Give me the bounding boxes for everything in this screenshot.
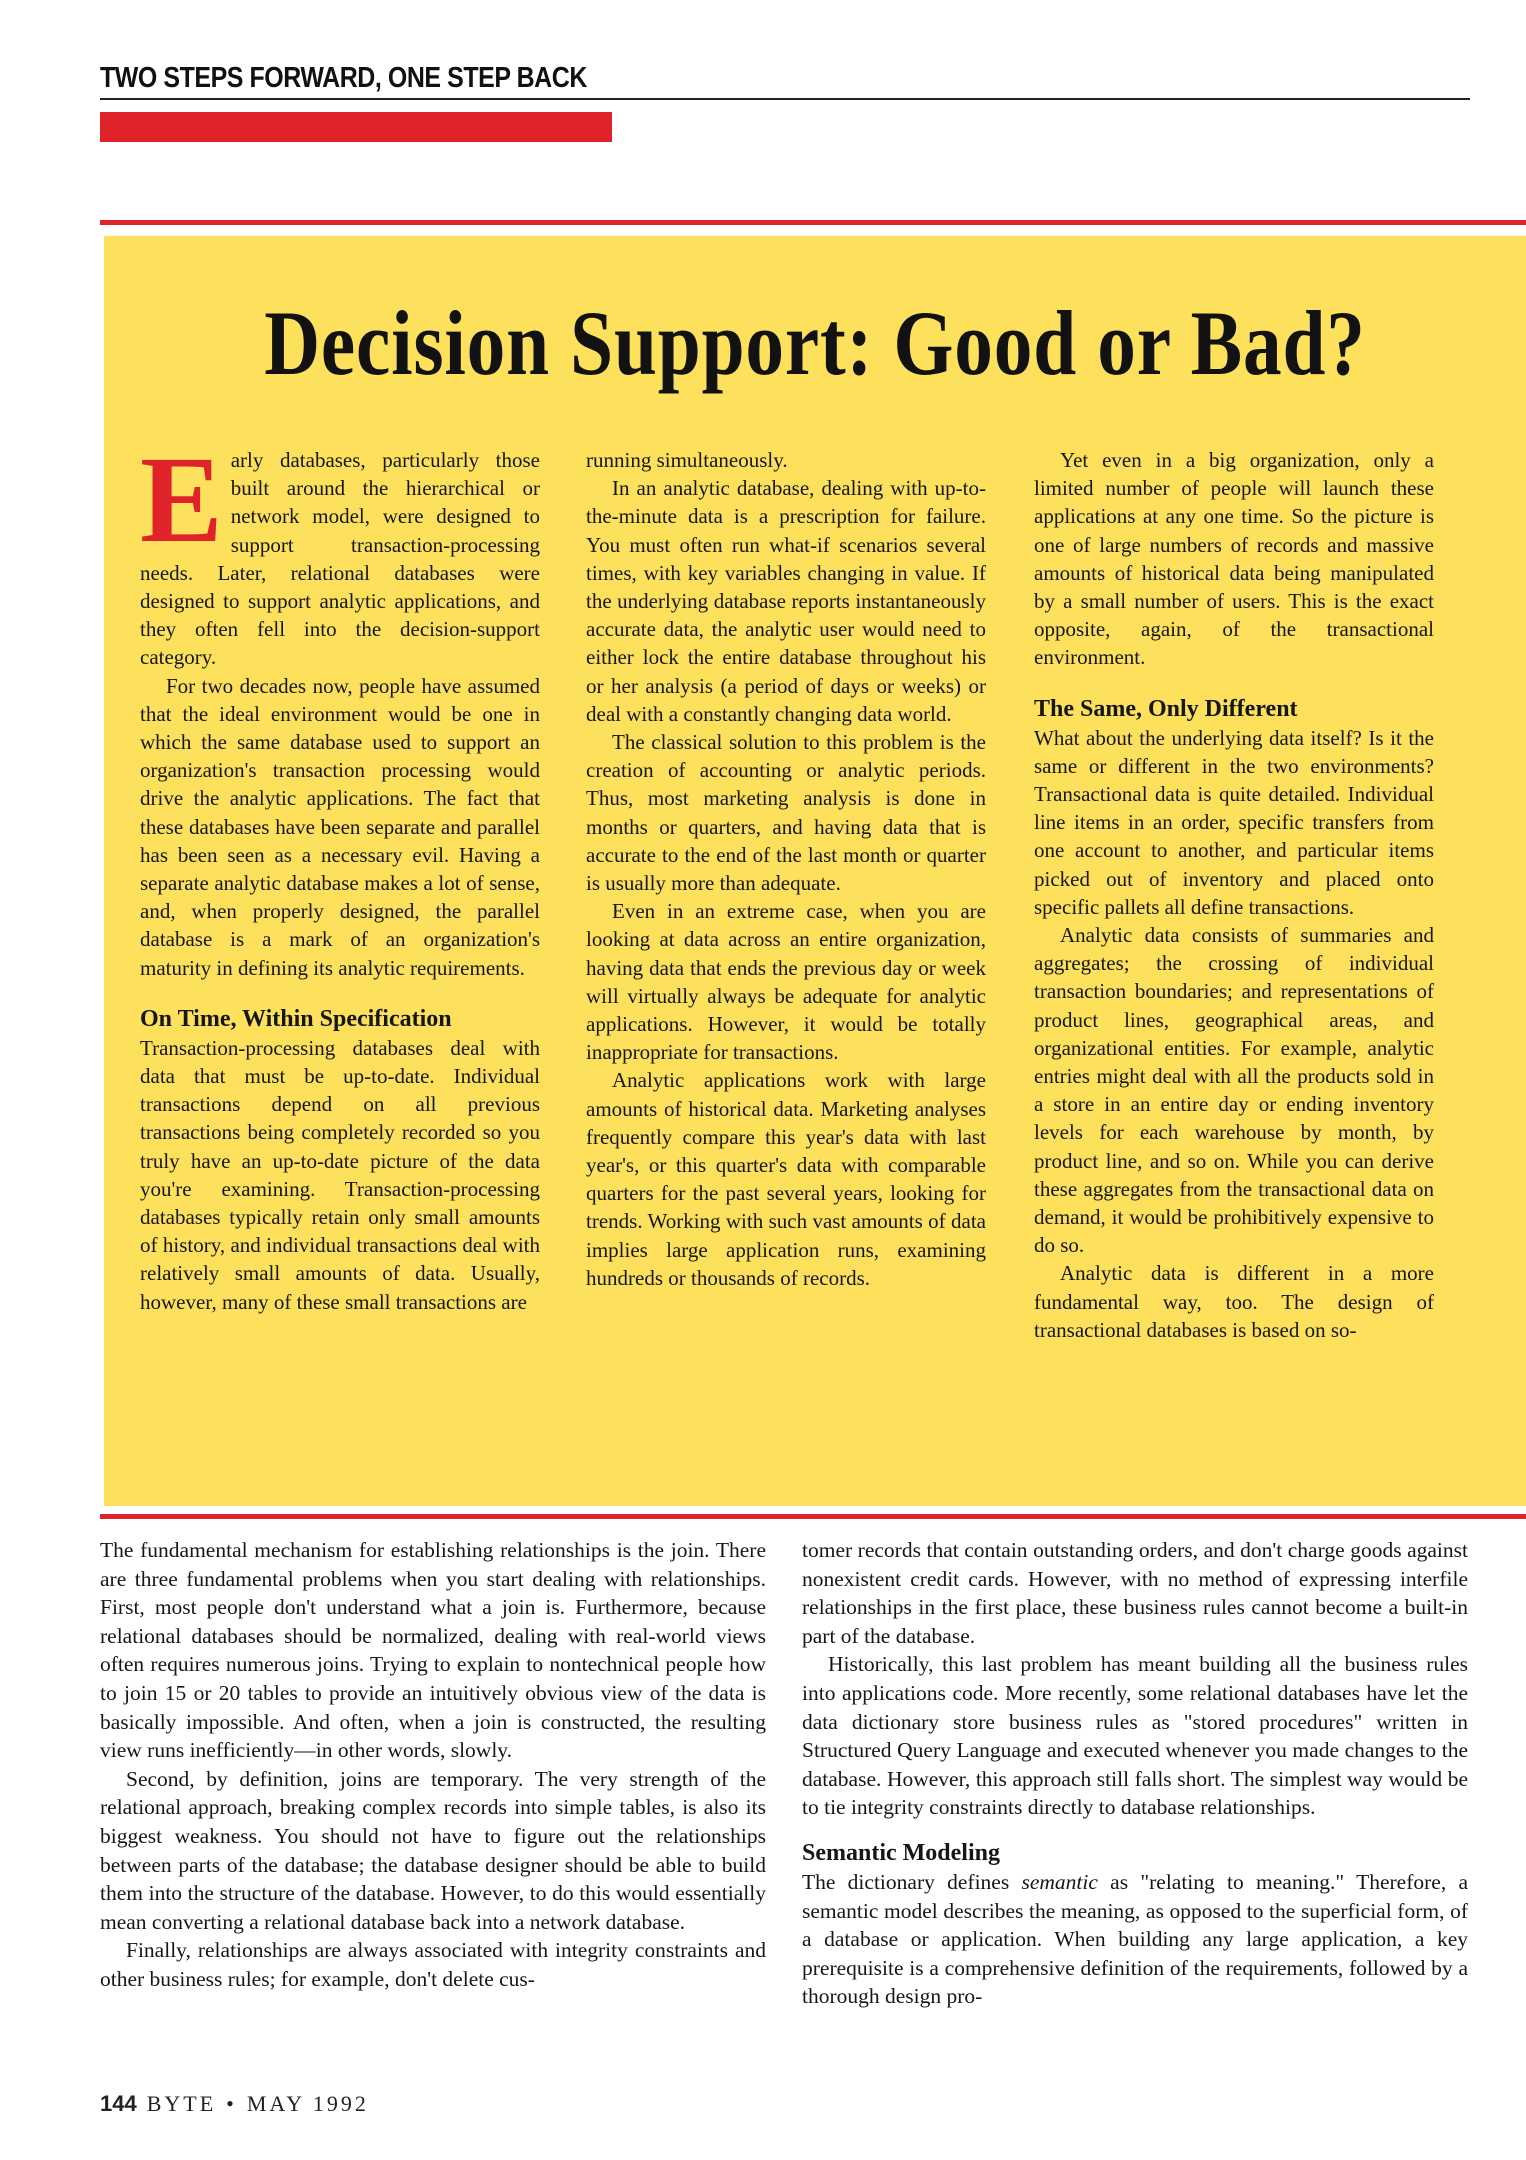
issue-date: MAY 1992 — [246, 2091, 369, 2116]
sidebar-paragraph: Analytic data is different in a more fundamental way, too. The design of transactional databases is based on so- — [1034, 1261, 1434, 1342]
body-column-right — [802, 1536, 1468, 2011]
sidebar-paragraph: In an analytic database, dealing with up-to-the-minute data is a prescription for failure. You must often run what-if scenarios several times, with key variables changing in value. If the underlying database reports instantaneously accurate data, the analytic user would need to either lock the entire database throughout his or her analysis (a period of days or weeks) or deal with a constantly changing data world. — [586, 476, 986, 726]
section-title: TWO STEPS FORWARD, ONE STEP BACK — [100, 62, 587, 94]
sidebar-paragraph: Yet even in a big organization, only a limited number of people will launch these applications at any one time. So the picture is one of large numbers of records and massive amounts of historical data being manipulated by a small number of users. This is the exact opposite, again, of the transactional environment. — [1034, 448, 1434, 670]
body-paragraph: Historically, this last problem has meant building all the business rules into applications code. More recently, some relational databases have let the data dictionary store business rules as "stored procedures" written in Structured Query Language and executed whenever you made changes to the database. However, this approach still falls short. The simplest way would be to tie integrity constraints directly to database relationships. — [802, 1652, 1468, 1820]
body-paragraph: Finally, relationships are always associated with integrity constraints and other business rules; for example, don't delete cus- — [100, 1938, 766, 1991]
sidebar-paragraph: Analytic data consists of summaries and aggregates; the crossing of individual transaction boundaries; and representations of product lines, geographical areas, and organizational entities. For example, analytic entries might deal with all the products sold in a store in an entire day or ending inventory levels for each warehouse by month, by product line, and so on. While you can derive these aggregates from the transactional data on demand, it would be prohibitively expensive to do so. — [1034, 923, 1434, 1258]
sidebar-column-3 — [1034, 446, 1434, 1344]
sidebar-column-1 — [140, 431, 540, 1316]
emphasis-word: semantic — [1021, 1869, 1098, 1894]
sidebar-paragraph: Analytic applications work with large amounts of historical data. Marketing analyses frequently compare this year's data with last year's, or this quarter's data with comparable quarters for the past several years, looking for trends. Working with such vast amounts of data implies large application runs, examining hundreds or thousands of records. — [586, 1068, 986, 1290]
paragraph-text: The dictionary defines — [802, 1869, 1022, 1894]
sidebar-subheading: On Time, Within Specification — [140, 1005, 452, 1032]
paragraph-text: arly databases, particularly those built around the hierarchical or network model, were designed to support transaction-processing needs. Later, relational databases were designed to support analytic applications, and they often fell into the decision-support category. — [140, 448, 540, 670]
body-paragraph: Second, by definition, joins are temporary. The very strength of the relational approach, breaking complex records into simple tables, is also its biggest weakness. You should not have to figure out the relationships between parts of the database; the database designer should be able to build them into the structure of the database. However, to do this would essentially mean converting a relational database back into a network database. — [100, 1766, 766, 1934]
sidebar-title: Decision Support: Good or Bad? — [264, 292, 1366, 394]
magazine-name: BYTE — [146, 2091, 217, 2116]
sidebar-paragraph: The classical solution to this problem is the creation of accounting or analytic periods. Thus, most marketing analysis is done in months or quarters, and having data that is accurate to the end of the last month or quarter is usually more than adequate. — [586, 730, 986, 896]
page-number: 144 — [100, 2091, 137, 2116]
sidebar-top-rule — [100, 220, 1526, 225]
sidebar-paragraph: What about the underlying data itself? Is it the same or different in the two environments? Transactional data is quite detailed. Individual line items in an order, specific transfers from one account to another, and particular items picked out of inventory and placed onto specific pallets all define transactions. — [1034, 725, 1434, 919]
footer-separator: • — [226, 2091, 237, 2116]
body-paragraph: tomer records that contain outstanding orders, and don't charge goods against nonexistent credit cards. However, with no method of expressing interfile relationships in the first place, these business rules cannot become a built-in part of the database. — [802, 1538, 1468, 1648]
drop-cap: E — [140, 431, 223, 568]
header-rule — [100, 98, 1470, 100]
sidebar-bottom-rule — [100, 1514, 1526, 1519]
body-subheading: Semantic Modeling — [802, 1839, 1000, 1866]
page-footer — [100, 2091, 369, 2117]
sidebar-box — [104, 236, 1526, 1506]
body-paragraph — [802, 1868, 1468, 2011]
sidebar-paragraph: For two decades now, people have assumed that the ideal environment would be one in which the same database used to support an organization's transaction processing would drive the analytic applications. The fact that these databases have been separate and parallel has been seen as a necessary evil. Having a separate analytic database makes a lot of sense, and, when properly designed, the parallel database is a mark of an organization's maturity in defining its analytic requirements. — [140, 673, 540, 980]
sidebar-paragraph: running simultaneously. — [586, 448, 788, 472]
body-column-left — [100, 1536, 766, 1994]
sidebar-column-2 — [586, 446, 986, 1292]
red-accent-bar — [100, 112, 612, 142]
body-paragraph: The fundamental mechanism for establishing relationships is the join. There are three fundamental problems when you start dealing with relationships. First, most people don't understand what a join is. Furthermore, because relational databases should be normalized, dealing with real-world views often requires numerous joins. Trying to explain to nontechnical people how to join 15 or 20 tables to provide an intuitively obvious view of the data is basically impossible. And often, when a join is constructed, the resulting view runs inefficiently—in other words, slowly. — [100, 1538, 766, 1763]
paragraph-text: as "relating to meaning." Therefore, a semantic model describes the meaning, as opposed to the superficial form, of a database or application. When building any large application, a key prerequisite is a comprehensive definition of the requirements, followed by a thorough design pro- — [802, 1869, 1468, 2009]
sidebar-paragraph: Transaction-processing databases deal with data that must be up-to-date. Individual transactions depend on all previous transactions being completely recorded so you truly have an up-to-date picture of the data you're examining. Transaction-processing databases typically retain only small amounts of history, and individual transactions deal with relatively small amounts of data. Usually, however, many of these small transactions are — [140, 1035, 540, 1314]
sidebar-paragraph — [140, 431, 540, 672]
sidebar-paragraph: Even in an extreme case, when you are looking at data across an entire organization, having data that ends the previous day or week will virtually always be adequate for analytic applications. However, it would be totally inappropriate for transactions. — [586, 899, 986, 1065]
sidebar-subheading: The Same, Only Different — [1034, 695, 1298, 722]
